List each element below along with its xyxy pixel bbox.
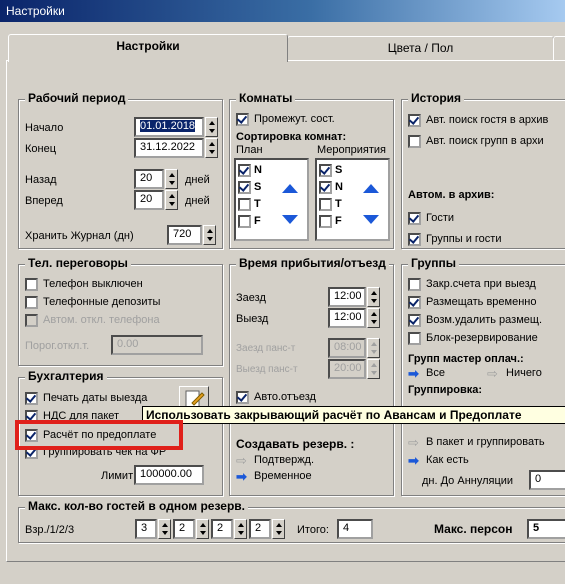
auto-off-checkbox[interactable] xyxy=(25,314,38,327)
checkout-board-spinner[interactable] xyxy=(367,359,380,379)
max-persons-input[interactable]: 5 xyxy=(527,519,565,539)
max-persons-label: Макс. персон xyxy=(434,522,513,536)
events-sort-list[interactable] xyxy=(315,158,390,241)
tab-settings[interactable]: Настройки xyxy=(8,34,288,62)
group-title: Время прибытия/отъезд xyxy=(236,256,389,270)
as-is-option[interactable]: Как есть xyxy=(426,454,469,466)
archive-guests-label: Гости xyxy=(426,212,455,224)
phone-off-label: Телефон выключен xyxy=(43,278,143,290)
days-cancel-label: дн. До Аннуляции xyxy=(422,475,514,487)
window-title: Настройки xyxy=(0,0,565,22)
arrow-right-icon: ⇨ xyxy=(408,435,419,450)
checkin-board-input[interactable]: 08:00 xyxy=(328,338,366,358)
back-unit: дней xyxy=(185,174,210,186)
group-rooms xyxy=(229,91,394,249)
fwd-label: Вперед xyxy=(25,195,63,207)
vat-package-label: НДС для пакет xyxy=(43,410,120,422)
guests-child3-input[interactable]: 2 xyxy=(249,519,271,539)
move-down-icon[interactable] xyxy=(363,215,379,224)
phone-off-checkbox[interactable] xyxy=(25,278,38,291)
group-history xyxy=(401,91,565,249)
payer-nothing-option[interactable]: Ничего xyxy=(506,367,542,379)
print-dates-label: Печать даты выезда xyxy=(43,392,148,404)
days-cancel-input[interactable]: 0 xyxy=(529,470,565,490)
phone-deposits-checkbox[interactable] xyxy=(25,296,38,309)
allow-delete-checkbox[interactable] xyxy=(408,314,421,327)
arrow-right-icon: ➡ xyxy=(236,469,247,484)
fwd-days-spinner[interactable] xyxy=(165,190,178,210)
checkin-board-spinner[interactable] xyxy=(367,338,380,358)
tab-more[interactable] xyxy=(553,36,565,60)
events-n-checkbox[interactable] xyxy=(319,181,332,194)
plan-n-checkbox[interactable] xyxy=(238,164,251,177)
start-label: Начало xyxy=(25,122,64,134)
payer-title: Групп мастер оплач.: xyxy=(408,353,524,365)
threshold-input[interactable]: 0.00 xyxy=(111,335,203,355)
move-up-icon[interactable] xyxy=(282,184,298,193)
end-date-spinner[interactable] xyxy=(205,138,218,158)
auto-checkout-label: Авто.отъезд xyxy=(254,391,316,403)
group-title: Макс. кол-во гостей в одном резерв. xyxy=(25,499,248,513)
group-title: История xyxy=(408,91,464,105)
start-date-input[interactable]: 01.01.2018 xyxy=(134,117,204,137)
confirmed-option[interactable]: Подтвержд. xyxy=(254,454,315,466)
journal-days-input[interactable]: 720 xyxy=(167,225,202,245)
intermediate-checkbox[interactable] xyxy=(236,113,249,126)
group-max-guests xyxy=(18,499,565,543)
fwd-unit: дней xyxy=(185,195,210,207)
move-down-icon[interactable] xyxy=(282,215,298,224)
group-check-label: Группировать чек на ФР xyxy=(43,446,167,458)
plan-f-checkbox[interactable] xyxy=(238,215,251,228)
highlight-box xyxy=(15,420,183,450)
total-label: Итого: xyxy=(297,524,329,536)
tab-colors-gender[interactable]: Цвета / Пол xyxy=(287,36,554,60)
guests-adults-input[interactable]: 3 xyxy=(135,519,157,539)
checkin-time-spinner[interactable] xyxy=(367,287,380,307)
place-temp-checkbox[interactable] xyxy=(408,296,421,309)
group-work-period xyxy=(18,91,223,249)
arrow-right-icon: ⇨ xyxy=(236,453,247,468)
events-s-checkbox[interactable] xyxy=(319,164,332,177)
checkout-label: Выезд xyxy=(236,313,269,325)
intermediate-label: Промежут. сост. xyxy=(254,113,335,125)
arrow-right-icon: ⇨ xyxy=(487,366,498,381)
start-date-spinner[interactable] xyxy=(205,117,218,137)
events-t-checkbox[interactable] xyxy=(319,198,332,211)
checkout-time-input[interactable]: 12:00 xyxy=(328,308,366,328)
group-title: Рабочий период xyxy=(25,91,128,105)
adults-label: Взр./1/2/3 xyxy=(25,524,75,536)
close-acc-label: Закр.счета при выезд xyxy=(426,278,536,290)
events-item: F xyxy=(335,215,342,227)
back-days-spinner[interactable] xyxy=(165,169,178,189)
journal-days-spinner[interactable] xyxy=(203,225,216,245)
end-date-input[interactable]: 31.12.2022 xyxy=(134,138,204,158)
plan-label: План xyxy=(236,144,263,156)
total-input[interactable]: 4 xyxy=(337,519,373,539)
guests-child2-input[interactable]: 2 xyxy=(211,519,233,539)
plan-item: F xyxy=(254,215,261,227)
archive-title: Автом. в архив: xyxy=(408,189,495,201)
allow-delete-label: Возм.удалить размещ. xyxy=(426,314,542,326)
phone-deposits-label: Телефонные депозиты xyxy=(43,296,161,308)
tooltip: Использовать закрывающий расчёт по Авансам и Предоплате xyxy=(142,406,565,424)
guests-child1-input[interactable]: 2 xyxy=(173,519,195,539)
back-label: Назад xyxy=(25,174,57,186)
settings-panel xyxy=(6,60,565,562)
auto-guest-checkbox[interactable] xyxy=(408,114,421,127)
threshold-label: Порог.откл.т. xyxy=(25,340,90,352)
move-up-icon[interactable] xyxy=(363,184,379,193)
plan-t-checkbox[interactable] xyxy=(238,198,251,211)
guests-adults-spinner[interactable] xyxy=(158,519,171,539)
events-label: Мероприятия xyxy=(317,144,386,156)
auto-groups-checkbox[interactable] xyxy=(408,135,421,148)
events-item: T xyxy=(335,198,342,210)
archive-guests-checkbox[interactable] xyxy=(408,212,421,225)
payer-all-option[interactable]: Все xyxy=(426,367,445,379)
auto-off-label: Автом. откл. телефона xyxy=(43,314,160,326)
checkout-time-spinner[interactable] xyxy=(367,308,380,328)
guests-child3-spinner[interactable] xyxy=(272,519,285,539)
checkout-board-label: Выезд панс-т xyxy=(236,364,298,375)
place-temp-label: Размещать временно xyxy=(426,296,537,308)
limit-label: Лимит xyxy=(101,470,134,482)
grouping-title: Группировка: xyxy=(408,384,483,396)
guests-child1-spinner[interactable] xyxy=(196,519,209,539)
fwd-days-input[interactable]: 20 xyxy=(134,190,164,210)
close-acc-checkbox[interactable] xyxy=(408,278,421,291)
prepay-calc-label: Расчёт по предоплате xyxy=(43,429,157,441)
sort-title: Сортировка комнат: xyxy=(236,131,347,143)
block-reserv-checkbox[interactable] xyxy=(408,332,421,345)
plan-sort-list[interactable] xyxy=(234,158,309,241)
auto-groups-label: Авт. поиск групп в архи xyxy=(426,135,544,147)
plan-s-checkbox[interactable] xyxy=(238,181,251,194)
checkin-board-label: Заезд панс-т xyxy=(236,343,296,354)
plan-item: N xyxy=(254,164,262,176)
guests-child2-spinner[interactable] xyxy=(234,519,247,539)
limit-input[interactable]: 100000.00 xyxy=(134,465,204,485)
events-f-checkbox[interactable] xyxy=(319,215,332,228)
print-dates-checkbox[interactable] xyxy=(25,392,38,405)
group-title: Комнаты xyxy=(236,91,295,105)
events-item: N xyxy=(335,181,343,193)
checkout-board-input[interactable]: 20:00 xyxy=(328,359,366,379)
group-groups xyxy=(401,256,565,496)
journal-label: Хранить Журнал (дн) xyxy=(25,230,134,242)
group-title: Бухгалтерия xyxy=(25,369,107,383)
block-reserv-label: Блок-резервирование xyxy=(426,332,538,344)
arrow-right-icon: ➡ xyxy=(408,453,419,468)
end-label: Конец xyxy=(25,143,57,155)
archive-groups-checkbox[interactable] xyxy=(408,233,421,246)
archive-groups-label: Группы и гости xyxy=(426,233,502,245)
group-arrival xyxy=(229,256,394,496)
to-package-option[interactable]: В пакет и группировать xyxy=(426,436,545,448)
group-title: Группы xyxy=(408,256,459,270)
events-item: S xyxy=(335,164,343,176)
arrow-right-icon: ➡ xyxy=(408,366,419,381)
create-reserv-title: Создавать резерв. : xyxy=(236,437,355,451)
auto-checkout-checkbox[interactable] xyxy=(236,391,249,404)
temporary-option[interactable]: Временное xyxy=(254,470,312,482)
group-title: Тел. переговоры xyxy=(25,256,131,270)
checkin-label: Заезд xyxy=(236,292,266,304)
auto-guest-label: Авт. поиск гостя в архив xyxy=(426,114,549,126)
back-days-input[interactable]: 20 xyxy=(134,169,164,189)
settings-window xyxy=(0,22,565,584)
plan-item: T xyxy=(254,198,261,210)
checkin-time-input[interactable]: 12:00 xyxy=(328,287,366,307)
plan-item: S xyxy=(254,181,262,193)
group-phone xyxy=(18,256,223,366)
